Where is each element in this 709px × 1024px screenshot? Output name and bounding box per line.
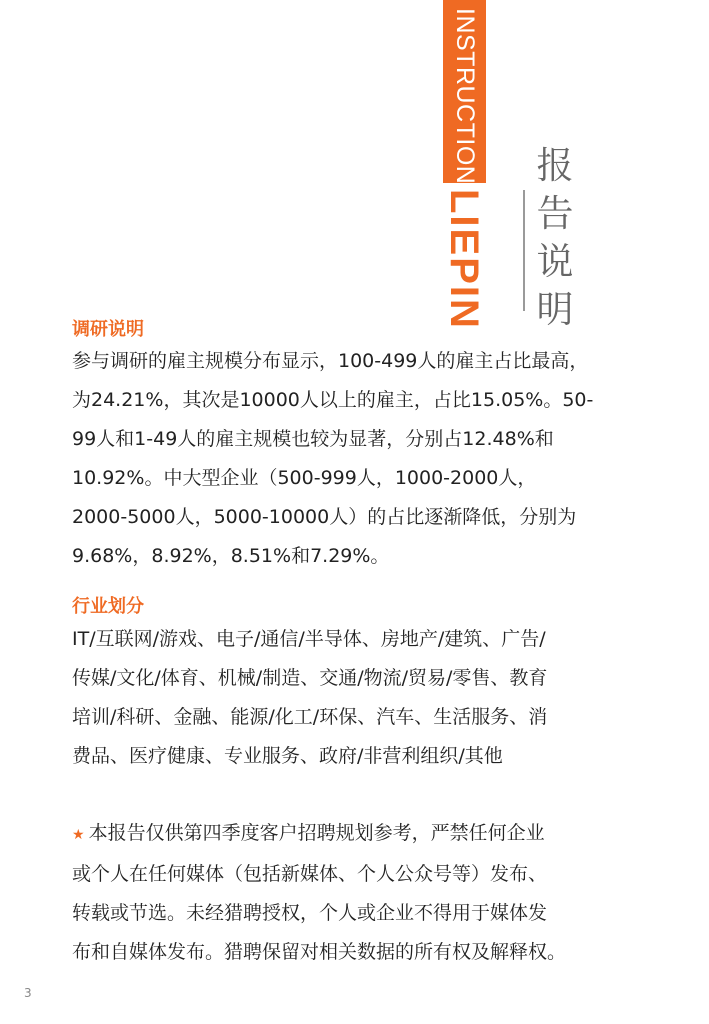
title-char-4: 明 — [536, 288, 574, 331]
instruction-label: INSTRUCTION — [451, 8, 479, 185]
industry-paragraph — [72, 620, 672, 776]
disclaimer-line: 布和自媒体发布。猎聘保留对相关数据的所有权及解释权。 — [72, 941, 567, 963]
industry-line: 费品、医疗健康、专业服务、政府/非营利组织/其他 — [72, 745, 503, 767]
disclaimer-line — [72, 814, 672, 855]
report-title-vertical — [533, 142, 577, 334]
title-char-3: 说 — [536, 240, 574, 283]
research-line: 为24.21%，其次是10000人以上的雇主，占比15.05%。50- — [72, 389, 594, 411]
research-paragraph — [72, 342, 672, 576]
research-line: 99人和1-49人的雇主规模也较为显著，分别占12.48%和 — [72, 428, 554, 450]
page-number: 3 — [24, 986, 32, 1000]
research-line: 9.68%，8.92%，8.51%和7.29%。 — [72, 545, 390, 567]
industry-line: 传媒/文化/体育、机械/制造、交通/物流/贸易/零售、教育 — [72, 667, 548, 689]
industry-line: 培训/科研、金融、能源/化工/环保、汽车、生活服务、消 — [72, 706, 548, 728]
disclaimer-line: 或个人在任何媒体（包括新媒体、个人公众号等）发布、 — [72, 863, 548, 885]
industry-line: IT/互联网/游戏、电子/通信/半导体、房地产/建筑、广告/ — [72, 628, 546, 650]
star-icon: ★ — [72, 827, 85, 843]
research-line: 参与调研的雇主规模分布显示，100-499人的雇主占比最高， — [72, 350, 589, 372]
disclaimer-paragraph — [72, 814, 672, 972]
title-divider — [523, 190, 525, 311]
title-char-2: 告 — [536, 192, 574, 235]
research-line: 2000-5000人，5000-10000人）的占比逐渐降低，分别为 — [72, 506, 577, 528]
title-char-1: 报 — [536, 144, 574, 187]
research-line: 10.92%。中大型企业（500-999人，1000-2000人， — [72, 467, 537, 489]
brand-logo-text: LIEPIN — [442, 189, 486, 330]
disclaimer-line-text: 本报告仅供第四季度客户招聘规划参考，严禁任何企业 — [88, 822, 545, 844]
industry-heading: 行业划分 — [72, 596, 144, 617]
research-heading: 调研说明 — [72, 319, 144, 340]
disclaimer-line: 转载或节选。未经猎聘授权，个人或企业不得用于媒体发 — [72, 902, 548, 924]
